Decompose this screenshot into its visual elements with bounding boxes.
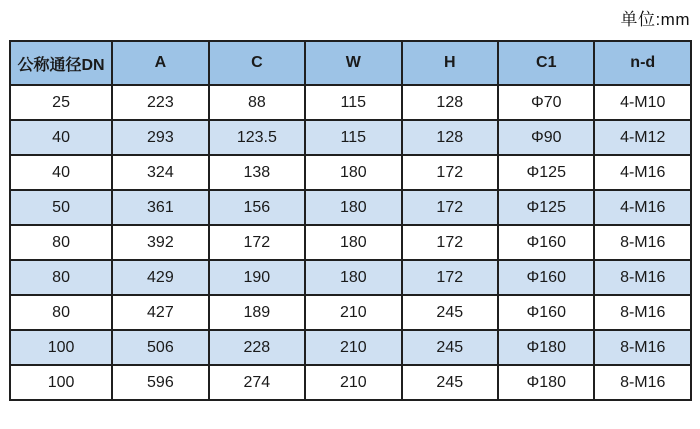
table-cell: 190 [209,260,305,295]
table-cell: Φ180 [498,365,594,400]
table-cell: 324 [112,155,208,190]
table-cell: 4-M10 [594,85,691,120]
table-row [10,260,691,295]
table-row [10,295,691,330]
table-cell: 88 [209,85,305,120]
table-row [10,190,691,225]
table-cell: 172 [209,225,305,260]
table-cell: 40 [10,155,112,190]
table-cell: Φ125 [498,190,594,225]
table-cell: 115 [305,120,401,155]
table-cell: 115 [305,85,401,120]
table-cell: Φ90 [498,120,594,155]
table-cell: 228 [209,330,305,365]
table-cell: 180 [305,190,401,225]
header-cell: W [305,41,401,85]
table-row [10,225,691,260]
table-cell: 8-M16 [594,295,691,330]
table-cell: 245 [402,330,498,365]
table-cell: 4-M16 [594,190,691,225]
header-cell: 公称通径DN [10,41,112,85]
table-cell: Φ160 [498,260,594,295]
table-cell: 8-M16 [594,225,691,260]
table-cell: 172 [402,225,498,260]
table-row [10,330,691,365]
table-cell: 172 [402,260,498,295]
table-cell: 80 [10,260,112,295]
table-cell: 4-M16 [594,155,691,190]
table-cell: 245 [402,365,498,400]
table-cell: 138 [209,155,305,190]
header-cell: C1 [498,41,594,85]
table-row [10,85,691,120]
table-cell: 4-M12 [594,120,691,155]
header-cell: A [112,41,208,85]
header-cell: C [209,41,305,85]
table-cell: 156 [209,190,305,225]
table-cell: 274 [209,365,305,400]
table-cell: 128 [402,85,498,120]
table-cell: 189 [209,295,305,330]
table-cell: 80 [10,225,112,260]
table-cell: 361 [112,190,208,225]
table-cell: 596 [112,365,208,400]
table-cell: 8-M16 [594,365,691,400]
table-cell: 180 [305,260,401,295]
table-header-row [10,41,691,85]
table-body [10,85,691,400]
table-cell: 293 [112,120,208,155]
table-cell: 392 [112,225,208,260]
table-cell: 123.5 [209,120,305,155]
table-cell: 8-M16 [594,260,691,295]
table-cell: 427 [112,295,208,330]
table-cell: 40 [10,120,112,155]
table-cell: Φ70 [498,85,594,120]
table-cell: 429 [112,260,208,295]
header-cell: H [402,41,498,85]
table-head [10,41,691,85]
table-cell: 506 [112,330,208,365]
table-cell: Φ125 [498,155,594,190]
table-cell: Φ180 [498,330,594,365]
table-cell: 100 [10,365,112,400]
table-cell: 180 [305,225,401,260]
table-cell: 100 [10,330,112,365]
table-cell: 172 [402,155,498,190]
table-cell: 210 [305,365,401,400]
spec-table [9,40,692,401]
table-row [10,365,691,400]
table-cell: 8-M16 [594,330,691,365]
table-cell: 172 [402,190,498,225]
table-cell: 245 [402,295,498,330]
table-cell: 50 [10,190,112,225]
table-cell: 25 [10,85,112,120]
header-cell: n-d [594,41,691,85]
table-row [10,155,691,190]
table-row [10,120,691,155]
table-cell: 210 [305,330,401,365]
unit-label: 单位:mm [620,10,690,29]
table-cell: Φ160 [498,225,594,260]
table-cell: 210 [305,295,401,330]
table-cell: 180 [305,155,401,190]
table-cell: 128 [402,120,498,155]
table-cell: 80 [10,295,112,330]
table-cell: Φ160 [498,295,594,330]
table-cell: 223 [112,85,208,120]
